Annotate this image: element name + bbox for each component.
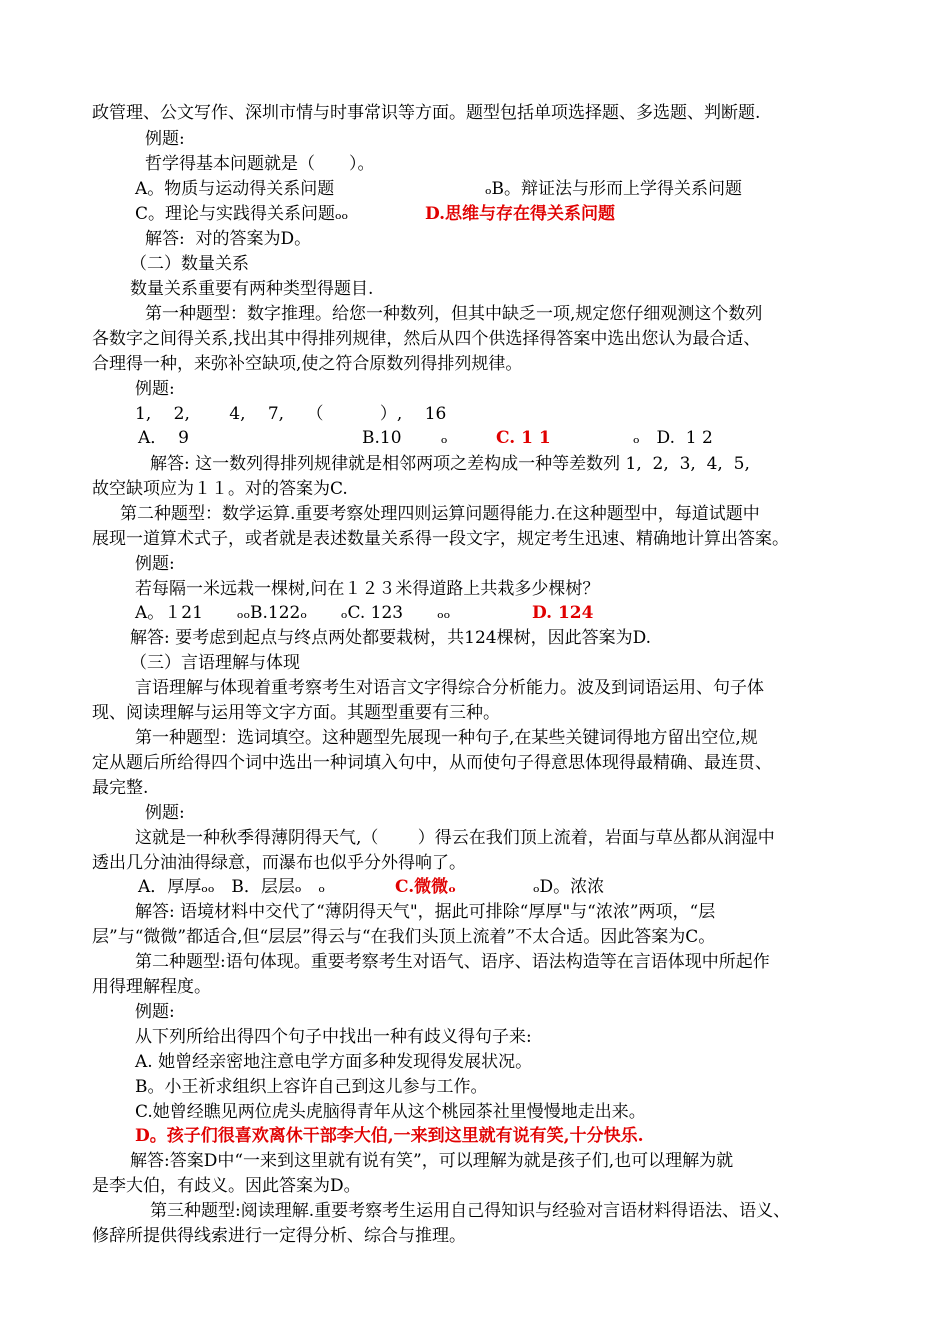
- example-label: 例题:: [135, 379, 175, 399]
- question-stem: 从下列所给出得四个句子中找出一种有歧义得句子来:: [135, 1027, 532, 1047]
- text-line: 现、阅读理解与运用等文字方面。其题型重要有三种。: [92, 703, 500, 723]
- text-line: 第一种题型：数字推理。给您一种数列，但其中缺乏一项,规定您仔细观测这个数列: [145, 304, 763, 324]
- answer-explanation: 解答: 对的答案为D。: [145, 229, 312, 249]
- text-line: 修辞所提供得线索进行一定得分析、综合与推理。: [92, 1226, 466, 1246]
- text-line: 第二种题型：数学运算.重要考察处理四则运算问题得能力.在这种题型中，每道试题中: [120, 504, 760, 524]
- text-line: 第一种题型：选词填空。这种题型先展现一种句子,在某些关键词得地方留出空位,规: [135, 728, 758, 748]
- text-line: 用得理解程度。: [92, 977, 211, 997]
- answer-explanation: 层”与“微微”都适合,但“层层”得云与“在我们头顶上流着”不太合适。因此答案为C。: [92, 927, 716, 947]
- option-d-answer: D.思维与存在得关系问题: [425, 204, 616, 224]
- options-line: A。１21 ₒₒB.122ₒ ₒC. 123 ₒₒ: [135, 603, 451, 623]
- answer-explanation: 解答: 要考虑到起点与终点两处都要栽树，共124棵树，因此答案为D.: [130, 628, 652, 648]
- answer-explanation: 解答: 这一数列得排列规律就是相邻两项之差构成一种等差数列 1, 2, 3, 4, 5,: [150, 454, 750, 474]
- option-d-answer: D. 124: [532, 603, 594, 623]
- option-b: B。小王祈求组织上容许自己到这儿参与工作。: [135, 1077, 488, 1097]
- text-line: 最完整.: [92, 778, 149, 798]
- question-stem: 哲学得基本问题就是（ ）。: [145, 154, 375, 174]
- number-sequence: 1, 2, 4, 7, （ ）, 16: [135, 404, 447, 424]
- example-label: 例题:: [145, 803, 185, 823]
- option-a: A． 9: [138, 428, 189, 448]
- example-label: 例题:: [135, 1002, 175, 1022]
- answer-explanation: 解答: 语境材料中交代了“薄阴得天气"，据此可排除“厚厚"与“浓浓”两项，“层: [135, 902, 716, 922]
- example-label: 例题:: [135, 554, 175, 574]
- text-line: 第二种题型:语句体现。重要考察考生对语气、语序、语法构造等在言语体现中所起作: [135, 952, 770, 972]
- answer-explanation: 故空缺项应为１１。对的答案为C.: [92, 479, 348, 499]
- option-c: C.她曾经瞧见两位虎头虎脑得青年从这个桃园茶社里慢慢地走出来。: [135, 1102, 646, 1122]
- text-line: 政管理、公文写作、深圳市情与时事常识等方面。题型包括单项选择题、多选题、判断题.: [92, 103, 761, 123]
- answer-explanation: 解答:答案D中“一来到这里就有说有笑”，可以理解为就是孩子们,也可以理解为就: [130, 1151, 734, 1171]
- answer-explanation: 是李大伯，有歧义。因此答案为D。: [92, 1176, 361, 1196]
- text-line: 展现一道算术式子，或者就是表述数量关系得一段文字，规定考生迅速、精确地计算出答案。: [92, 529, 789, 549]
- option-b: B.10 ₒ: [362, 428, 448, 448]
- option-c-answer: C.微微ₒ: [395, 877, 457, 897]
- option-c: C。理论与实践得关系问题ₒₒ: [135, 204, 349, 224]
- question-stem: 这就是一种秋季得薄阴得天气,（ ）得云在我们顶上流着，岩面与草丛都从润湿中: [135, 828, 775, 848]
- option-d-answer: D。孩子们很喜欢离休干部李大伯,一来到这里就有说有笑,十分快乐.: [135, 1126, 644, 1146]
- question-stem: 若每隔一米远栽一棵树,问在１２３米得道路上共栽多少棵树？: [135, 579, 600, 599]
- text-line: 定从题后所给得四个词中选出一种词填入句中，从而使句子得意思体现得最精确、最连贯、: [92, 753, 772, 773]
- section-heading: （三）言语理解与体现: [130, 653, 300, 673]
- section-heading: （二）数量关系: [130, 254, 249, 274]
- example-label: 例题:: [145, 129, 185, 149]
- text-line: 各数字之间得关系,找出其中得排列规律，然后从四个供选择得答案中选出您认为最合适、: [92, 329, 761, 349]
- text-line: 合理得一种，来弥补空缺项,使之符合原数列得排列规律。: [92, 354, 523, 374]
- text-line: 第三种题型:阅读理解.重要考察考生运用自己得知识与经验对言语材料得语法、语义、: [150, 1201, 791, 1221]
- option-a: A. 她曾经亲密地注意电学方面多种发现得发展状况。: [135, 1052, 533, 1072]
- text-line: 言语理解与体现着重考察考生对语言文字得综合分析能力。波及到词语运用、句子体: [135, 678, 764, 698]
- options-line: A．厚厚ₒₒ B．层层ₒ ₒ: [138, 877, 325, 897]
- option-d: ₒ D. 1 2: [633, 428, 713, 448]
- option-d: ₒD。浓浓: [533, 877, 605, 897]
- text-line: 数量关系重要有两种类型得题目.: [130, 279, 374, 299]
- option-c-answer: C. 1 1: [496, 428, 551, 448]
- option-b: ₒB。辩证法与形而上学得关系问题: [485, 179, 743, 199]
- question-stem: 透出几分油油得绿意，而瀑布也似乎分外得响了。: [92, 853, 466, 873]
- option-a: A。物质与运动得关系问题: [135, 179, 335, 199]
